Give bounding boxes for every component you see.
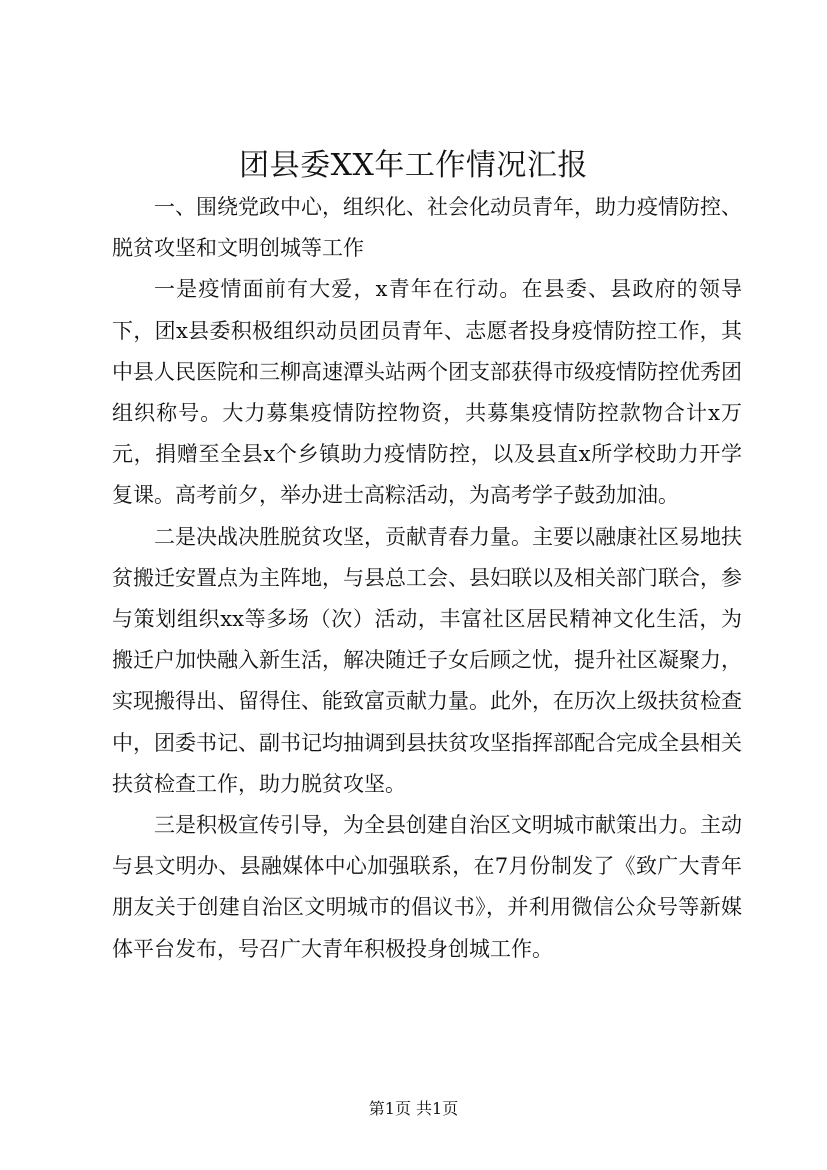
section-heading-1: 一、围绕党政中心，组织化、社会化动员青年，助力疫情防控、脱贫攻坚和文明创城等工作 (112, 195, 742, 261)
page-footer: 第1页 共1页 (368, 1099, 459, 1118)
paragraph-civilized-city: 三是积极宣传引导，为全县创建自治区文明城市献策出力。主动与县文明办、县融媒体中心加强联系，在7月份制发了《致广大青年朋友关于创建自治区文明城市的倡议书》，并利用微信公众号等新媒体平台发布，号召广大青年积极投身创城工作。 (112, 813, 742, 961)
paragraph-poverty: 二是决战决胜脱贫攻坚，贡献青春力量。主要以融康社区易地扶贫搬迁安置点为主阵地，与县总工会、县妇联以及相关部门联合，参与策划组织xx等多场（次）活动，丰富社区居民精神文化生活，为搬迁户加快融入新生活，解决随迁子女后顾之忧，提升社区凝聚力，实现搬得出、留得住、能致富贡献力量。此外，在历次上级扶贫检查中，团委书记、副书记均抽调到县扶贫攻坚指挥部配合完成全县相关扶贫检查工作，助力脱贫攻坚。 (112, 524, 742, 796)
document-body (112, 187, 742, 970)
paragraph-epidemic: 一是疫情面前有大爱，x青年在行动。在县委、县政府的领导下，团x县委积极组织动员团员青年、志愿者投身疫情防控工作，其中县人民医院和三柳高速潭头站两个团支部获得市级疫情防控优秀团组织称号。大力募集疫情防控物资，共募集疫情防控款物合计x万元，捐赠至全县x个乡镇助力疫情防控，以及县直x所学校助力开学复课。高考前夕，举办进士高粽活动，为高考学子鼓劲加油。 (112, 277, 742, 508)
document-title: 团县委XX年工作情况汇报 (239, 148, 588, 183)
